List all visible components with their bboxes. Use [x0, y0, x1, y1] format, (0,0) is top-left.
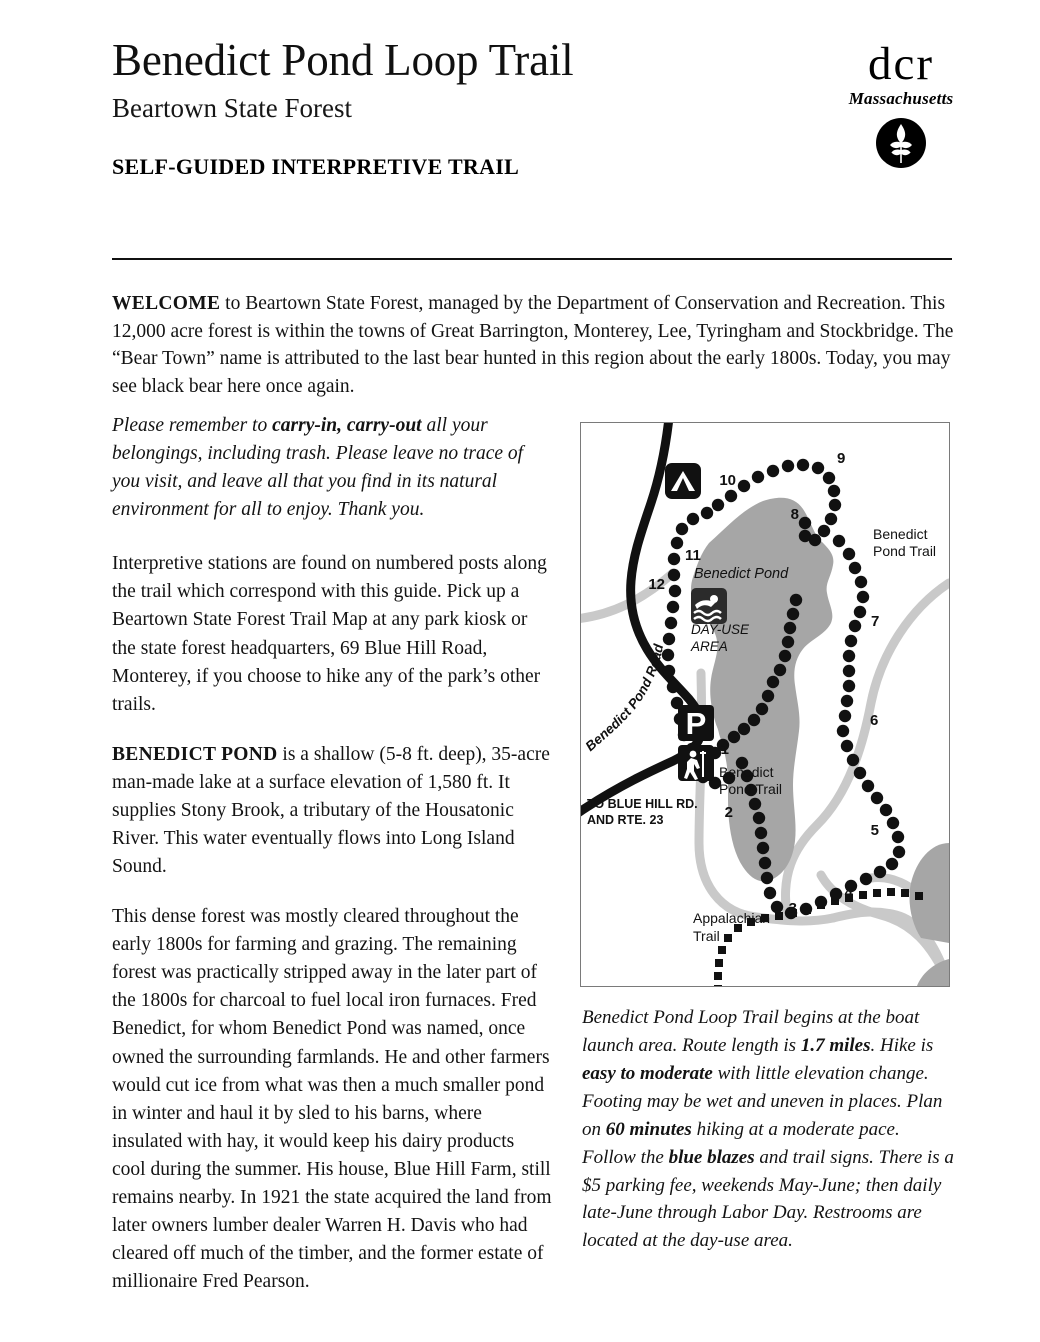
- caption-part-5: and trail signs. There is a $5 parking fee, weekends May-June; then daily late-June through Labor Day. Restrooms are located at the day-use area.: [582, 1146, 954, 1252]
- station-number-4: 4: [844, 884, 853, 901]
- swimmer-icon: [691, 588, 727, 624]
- trail-map-svg: [581, 423, 949, 986]
- station-number-9: 9: [837, 450, 846, 467]
- carry-in-pre: Please remember to: [112, 415, 273, 436]
- svg-text:P: P: [685, 706, 707, 741]
- carry-in-paragraph: [112, 412, 552, 524]
- caption-part-3: with little elevation change. Footing may be wet and uneven in places. Plan on: [582, 1062, 943, 1140]
- header-divider: [112, 258, 952, 260]
- caption-bold-distance: 1.7 miles: [800, 1034, 871, 1056]
- station-number-1: 1: [720, 741, 729, 758]
- welcome-lead: WELCOME: [112, 293, 221, 314]
- caption-bold-duration: 60 minutes: [605, 1118, 692, 1140]
- dcr-wordmark: dcr: [867, 38, 934, 90]
- map-label-trail-left-1: Benedict: [719, 764, 774, 780]
- station-number-8: 8: [790, 506, 799, 523]
- map-label-trail-left-2: Pond Trail: [719, 781, 783, 797]
- carry-in-bold: carry-in, carry-out: [272, 415, 422, 436]
- benedict-pond-paragraph: [112, 741, 552, 881]
- map-label-day-use-1: DAY-USE: [691, 622, 750, 637]
- station-number-11: 11: [685, 547, 701, 564]
- caption-part-2: . Hike is: [870, 1034, 934, 1056]
- map-caption: [582, 1004, 954, 1255]
- welcome-text: to Beartown State Forest, managed by the Department of Conservation and Recreation. This 12,000 acre forest is within the towns of Great Barrington, Monterey, Lee, Tyringham and Stockbridge. The “Bear Town” name is attributed to the last bear hunted in this region about the early 1800s. Today, you may see black bear here once again.: [112, 293, 954, 398]
- dcr-logo: [826, 38, 976, 169]
- map-label-appalachian-1: Appalachian: [693, 910, 771, 926]
- page-kicker: SELF-GUIDED INTERPRETIVE TRAIL: [112, 154, 520, 179]
- history-paragraph: This dense forest was mostly cleared throughout the early 1800s for farming and grazing. The remaining forest was practically stripped away in the later part of the 1800s for charcoal to fuel local iron furnaces. Fred Benedict, for whom Benedict Pond was named, once owned the surrounding farmlands. He and other farmers would cut ice from what was then a much smaller pond in winter and haul it by sled to his barns, where insulated with hay, it would keep his dairy products cool during the summer. His house, Blue Hill Farm, still remains nearby. In 1921 the state acquired the land from later owners lumber dealer Warren H. Davis who had cleared off much of the timber, and the former estate of millionaire Fred Pearson.: [112, 906, 552, 1293]
- map-label-pond: Benedict Pond: [693, 566, 789, 582]
- caption-part-1: Benedict Pond Loop Trail begins at the boat launch area. Route length is: [582, 1007, 920, 1056]
- station-number-7: 7: [871, 613, 880, 630]
- dcr-state-label: Massachusetts: [848, 88, 954, 108]
- station-number-2: 2: [724, 804, 733, 821]
- map-label-road: Benedict Pond Road: [582, 642, 667, 754]
- map-label-to-blue-hill-2: AND RTE. 23: [587, 813, 664, 827]
- map-label-trail-right-2: Pond Trail: [873, 543, 937, 559]
- page-subtitle: Beartown State Forest: [112, 93, 352, 123]
- station-number-10: 10: [719, 472, 736, 489]
- left-column: [112, 412, 552, 1318]
- parking-icon: [678, 705, 714, 741]
- map-label-to-blue-hill-1: TO BLUE HILL RD.: [587, 797, 698, 811]
- caption-part-4: hiking at a moderate pace. Follow the: [582, 1118, 900, 1168]
- benedict-pond-lead: BENEDICT POND: [112, 743, 278, 765]
- map-label-day-use-2: AREA: [691, 639, 728, 654]
- hiker-icon: [678, 745, 714, 781]
- station-number-3: 3: [788, 900, 797, 917]
- interpretive-paragraph: Interpretive stations are found on numbered posts along the trail which correspond with this guide. Pick up a Beartown State Forest Trail Map at any park kiosk or the state forest headquarters, 69 Blue Hill Road, Monterey, if you choose to hike any of the park’s other trails.: [112, 553, 547, 715]
- station-number-12: 12: [648, 576, 665, 593]
- page-title: Benedict Pond Loop Trail: [112, 35, 574, 85]
- caption-bold-blazes: blue blazes: [668, 1146, 755, 1168]
- leaf-circle-icon: [875, 117, 927, 169]
- station-number-5: 5: [870, 822, 879, 839]
- map-wetland-shapes: [909, 843, 949, 986]
- map-label-trail-right-1: Benedict: [873, 526, 928, 542]
- welcome-paragraph: [112, 290, 954, 401]
- trail-map[interactable]: [580, 422, 950, 987]
- benedict-pond-text: is a shallow (5-8 ft. deep), 35-acre man-made lake at a surface elevation of 1,580 ft. It supplies Stony Brook, a tributary of the Housatonic River. This water eventually flows into Long Island Sound.: [112, 743, 550, 878]
- station-number-6: 6: [870, 712, 879, 729]
- tent-icon: [665, 463, 701, 499]
- caption-bold-difficulty: easy to moderate: [582, 1062, 713, 1084]
- map-label-appalachian-2: Trail: [693, 928, 720, 944]
- carry-in-post: all your belongings, including trash. Please leave no trace of you visit, and leave all that you find in its natural environment for all to enjoy. Thank you.: [112, 415, 524, 521]
